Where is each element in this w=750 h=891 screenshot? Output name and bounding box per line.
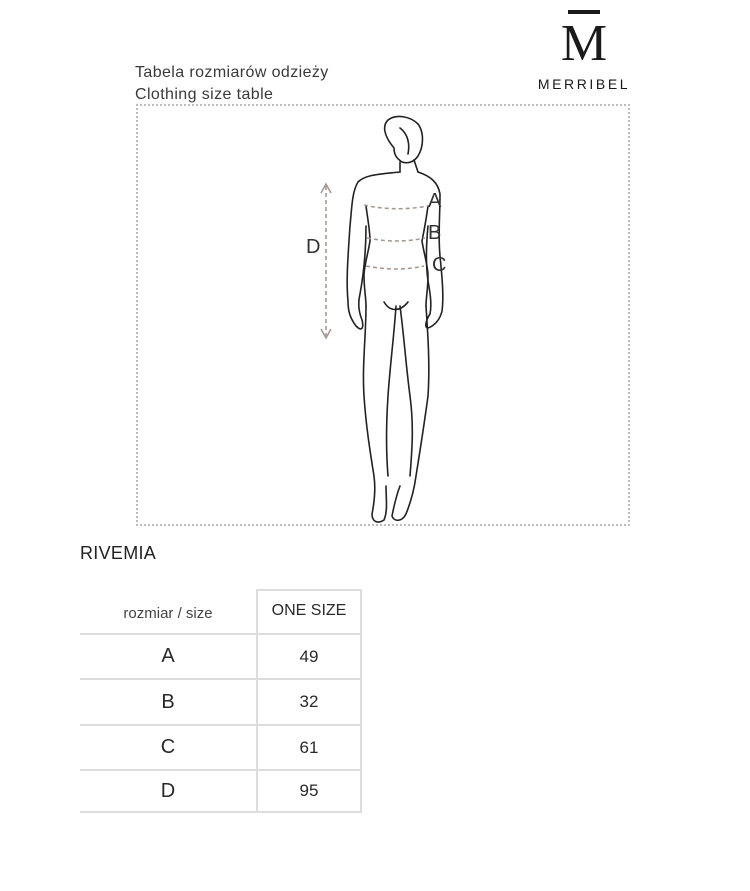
measure-line-c (366, 266, 424, 269)
table-border-right (360, 589, 362, 813)
size-table-heading (135, 62, 329, 106)
heading-polish: Tabela rozmiarów odzieży (135, 64, 329, 81)
row-a-value: 49 (299, 646, 319, 666)
measure-line-b (367, 238, 425, 241)
heading-english: Clothing size table (135, 86, 274, 103)
header-size-label: rozmiar / size (123, 604, 213, 622)
measure-line-a (364, 205, 432, 209)
body-outline-drawing (138, 106, 632, 528)
logo-mark: M (560, 15, 608, 72)
logo-wordmark: MERRIBEL (537, 76, 631, 92)
brand-logo (532, 8, 636, 94)
row-d-value: 95 (299, 781, 319, 800)
label-d: D (306, 236, 321, 258)
row-b-measure: B (161, 690, 175, 713)
label-b: B (428, 222, 442, 244)
body-outline (347, 117, 443, 522)
measurement-lines (326, 186, 432, 336)
row-c-measure: C (160, 736, 176, 758)
label-a: A (428, 190, 442, 212)
header-one-size: ONE SIZE (271, 602, 347, 619)
size-table (80, 589, 362, 813)
label-c: C (432, 254, 447, 276)
table-border-bottom (80, 811, 362, 813)
row-a-measure: A (161, 645, 175, 667)
measurement-figure (136, 104, 630, 526)
row-d-measure: D (160, 779, 176, 802)
row-b-value: 32 (299, 692, 319, 711)
product-name: RIVEMIA (80, 543, 157, 563)
row-c-value: 61 (299, 737, 319, 757)
